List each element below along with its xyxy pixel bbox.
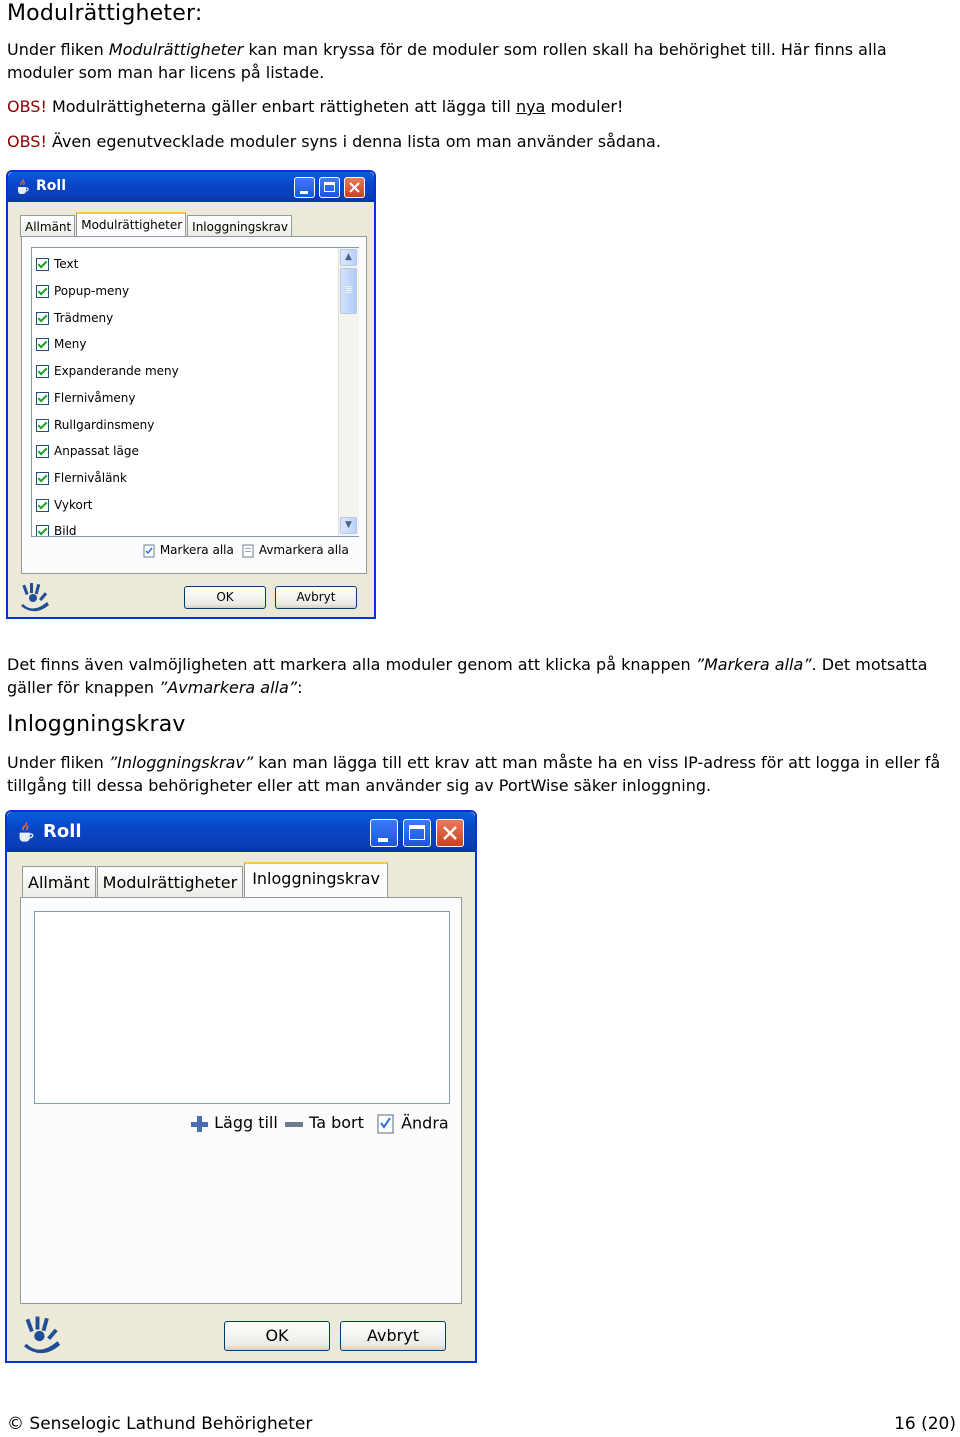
- module-item[interactable]: [36, 284, 129, 298]
- module-label: Popup-meny: [54, 284, 130, 298]
- scroll-thumb[interactable]: [340, 268, 357, 314]
- intro-text-1: Under fliken: [7, 40, 109, 59]
- tab-allmant[interactable]: Allmänt: [22, 866, 96, 898]
- remove-label: Ta bort: [309, 1113, 364, 1132]
- module-label: Meny: [54, 337, 87, 351]
- module-label: Rullgardinsmeny: [54, 418, 155, 432]
- module-item[interactable]: [36, 498, 93, 512]
- minimize-icon: [378, 838, 388, 842]
- obs-label: OBS!: [7, 97, 47, 116]
- note2-text: Även egenutvecklade moduler syns i denna lista om man använder sådana.: [46, 132, 661, 151]
- checkbox-checked[interactable]: [36, 258, 49, 271]
- scroll-up-button[interactable]: ▲: [340, 249, 357, 266]
- checkbox-checked[interactable]: [36, 472, 49, 485]
- close-icon: [443, 826, 457, 840]
- select-all-icon: [142, 543, 156, 558]
- edit-label: Ändra: [401, 1113, 449, 1133]
- module-item[interactable]: [36, 444, 139, 458]
- minus-icon: [284, 1114, 304, 1134]
- minimize-button[interactable]: [294, 177, 315, 198]
- note-new-modules: [7, 95, 623, 118]
- note1-text-b: moduler!: [545, 97, 624, 116]
- checkbox-checked[interactable]: [36, 312, 49, 325]
- dialog-titlebar[interactable]: [8, 172, 374, 202]
- middle-emphasis-1: ”Markera alla”: [695, 655, 812, 674]
- checkbox-checked[interactable]: [36, 525, 49, 536]
- senselogic-logo-icon: [20, 1315, 64, 1357]
- module-item[interactable]: [36, 364, 179, 378]
- java-cup-icon: [16, 179, 30, 194]
- login-requirements-paragraph: [7, 751, 953, 797]
- module-item[interactable]: [36, 311, 113, 325]
- close-button[interactable]: [344, 177, 365, 198]
- checkbox-checked[interactable]: [36, 285, 49, 298]
- note-custom-modules: [7, 130, 661, 153]
- tab-panel: [20, 897, 462, 1304]
- intro-text-2: kan man kryssa för de moduler som rollen skall ha behörighet till. Här finns alla: [243, 40, 887, 59]
- deselect-all-label: Avmarkera alla: [258, 543, 349, 557]
- module-item[interactable]: [36, 418, 154, 432]
- middle-text-3: gäller för knappen: [7, 678, 160, 697]
- checkbox-checked[interactable]: [36, 419, 49, 432]
- section2-emphasis: ”Inloggningskrav”: [108, 753, 254, 772]
- dialog-title: Roll: [43, 821, 82, 842]
- java-cup-icon: [17, 822, 35, 842]
- tab-modulrattigheter[interactable]: Modulrättigheter: [76, 212, 186, 237]
- ok-button[interactable]: OK: [224, 1321, 330, 1351]
- grip-icon: [346, 286, 352, 287]
- tab-allmant[interactable]: Allmänt: [20, 215, 75, 237]
- module-item[interactable]: [36, 524, 77, 536]
- obs-label: OBS!: [7, 132, 47, 151]
- remove-button[interactable]: [284, 1113, 364, 1134]
- note1-text-a: Modulrättigheterna gäller enbart rättigheten att lägga till: [46, 97, 516, 116]
- close-icon: [349, 182, 360, 193]
- add-label: Lägg till: [214, 1113, 278, 1132]
- module-label: Vykort: [54, 498, 93, 512]
- senselogic-logo-icon: [18, 582, 52, 614]
- deselect-all-icon: [241, 543, 255, 558]
- middle-text-2: . Det motsatta: [811, 655, 928, 674]
- cancel-button[interactable]: Avbryt: [340, 1321, 446, 1351]
- tab-inloggningskrav[interactable]: Inloggningskrav: [187, 215, 292, 237]
- tab-modulrattigheter[interactable]: Modulrättigheter: [97, 866, 244, 898]
- module-label: Trädmeny: [54, 311, 114, 325]
- checkbox-checked[interactable]: [36, 338, 49, 351]
- roll-dialog-modulrattigheter: [6, 170, 376, 619]
- checkbox-checked[interactable]: [36, 499, 49, 512]
- module-item[interactable]: [36, 337, 86, 351]
- close-button[interactable]: [436, 819, 464, 847]
- cancel-button[interactable]: Avbryt: [275, 586, 357, 609]
- intro-emphasis: Modulrättigheter: [108, 40, 244, 59]
- section2-text-1b: kan man lägga till ett krav att man måste ha en viss IP-adress för att logga in eller få: [253, 753, 941, 772]
- tab-inloggningskrav[interactable]: Inloggningskrav: [244, 862, 388, 898]
- roll-dialog-inloggningskrav: [5, 810, 477, 1363]
- add-button[interactable]: [189, 1113, 278, 1134]
- middle-text-4: :: [297, 678, 303, 697]
- edit-checklist-icon: [376, 1113, 396, 1135]
- maximize-button[interactable]: [403, 819, 431, 847]
- edit-button[interactable]: [376, 1113, 449, 1135]
- section2-text-1a: Under fliken: [7, 753, 109, 772]
- module-label: Bild: [54, 524, 77, 536]
- dialog-title: Roll: [36, 178, 66, 194]
- module-item[interactable]: [36, 391, 136, 405]
- intro-paragraph: [7, 38, 947, 84]
- scroll-down-button[interactable]: ▼: [340, 517, 357, 534]
- dialog-titlebar[interactable]: [7, 812, 475, 852]
- maximize-icon: [409, 825, 425, 840]
- login-requirements-list[interactable]: [34, 911, 450, 1104]
- note1-underlined: nya: [515, 97, 546, 116]
- checkbox-checked[interactable]: [36, 445, 49, 458]
- minimize-button[interactable]: [370, 819, 398, 847]
- page-number: 16 (20): [894, 1414, 956, 1434]
- middle-text-1: Det finns även valmöjligheten att markera alla moduler genom att klicka på knappen: [7, 655, 696, 674]
- module-label: Flernivålänk: [54, 471, 127, 485]
- module-label: Text: [54, 257, 79, 271]
- module-label: Flernivåmeny: [54, 391, 136, 405]
- module-label: Anpassat läge: [54, 444, 139, 458]
- footer-left: © Senselogic Lathund Behörigheter: [7, 1414, 313, 1434]
- select-all-label: Markera alla: [159, 543, 234, 557]
- maximize-icon: [324, 182, 335, 192]
- maximize-button[interactable]: [319, 177, 340, 198]
- minimize-icon: [300, 191, 308, 194]
- select-all-link[interactable]: [142, 543, 234, 558]
- module-item[interactable]: [36, 471, 127, 485]
- intro-text-3: moduler som man har licens på listade.: [7, 63, 325, 82]
- dialog-tabs: [20, 212, 293, 237]
- tab-panel: [21, 236, 367, 574]
- section-heading-inloggningskrav: Inloggningskrav: [7, 712, 186, 737]
- vertical-scrollbar[interactable]: [338, 248, 359, 536]
- section2-text-2: tillgång till dessa behörigheter eller att man använder sig av PortWise säker inloggning.: [7, 776, 712, 795]
- middle-emphasis-2: ”Avmarkera alla”: [159, 678, 298, 697]
- module-item[interactable]: [36, 257, 78, 271]
- module-label: Expanderande meny: [54, 364, 179, 378]
- plus-icon: [189, 1114, 209, 1134]
- ok-button[interactable]: OK: [184, 586, 266, 609]
- page-heading-modulrattigheter: Modulrättigheter:: [7, 1, 203, 26]
- select-all-paragraph: [7, 653, 953, 699]
- module-list[interactable]: [31, 247, 359, 537]
- checkbox-checked[interactable]: [36, 392, 49, 405]
- dialog-tabs: [22, 862, 389, 898]
- checkbox-checked[interactable]: [36, 365, 49, 378]
- deselect-all-link[interactable]: [241, 543, 349, 558]
